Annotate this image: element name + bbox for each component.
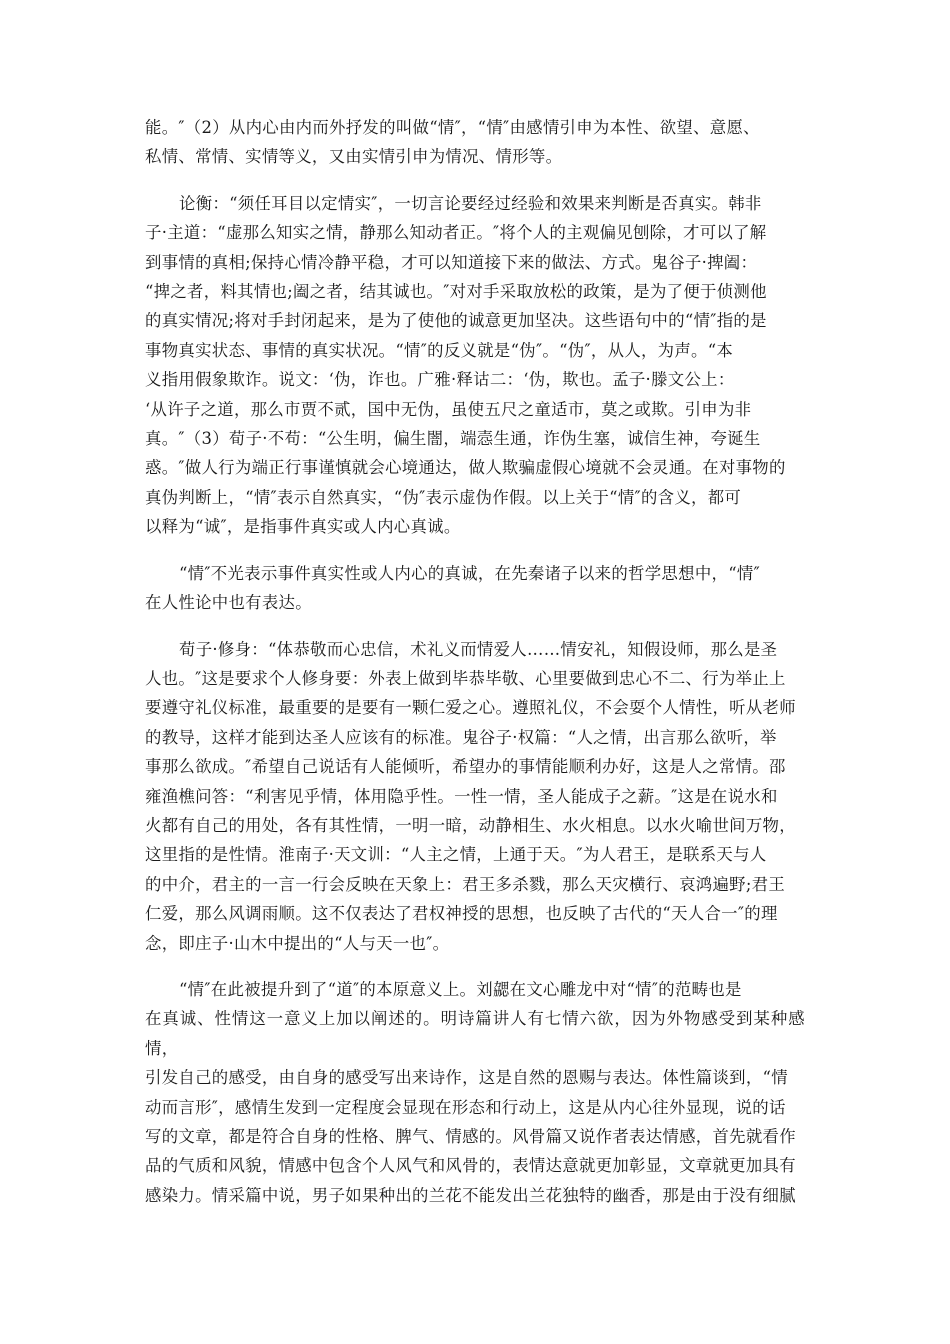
paragraph-gap [145,958,805,975]
text-line: 品的气质和风貌，情感中包含个人风气和风骨的，表情达意就更加彰显，文章就更加具有 [145,1156,796,1176]
text-line: 火都有自己的用处，各有其性情，一明一暗，动静相生、水火相息。以水火喻世间万物， [145,815,796,835]
text-line: 私情、常情、实情等义，又由实情引申为情况、情形等。 [145,147,563,167]
text-line: 到事情的真相;保持心情冷静平稳，才可以知道接下来的做法、方式。鬼谷子·捭阖： [145,252,758,272]
text-line: 仁爱，那么风调雨顺。这不仅表达了君权神授的思想，也反映了古代的“天人合一″的理 [145,904,778,924]
text-line: ‘从许子之道，那么市贾不贰，国中无伪，虽使五尺之童适市，莫之或欺。引申为非 [145,399,752,419]
text-line: 荀子·修身：“体恭敬而心忠信，术礼义而情爱人……情安礼，知假设师，那么是圣 [179,639,778,659]
text-line: 真伪判断上，“情″表示自然真实，“伪″表示虚伪作假。以上关于“情″的含义，都可 [145,487,742,507]
text-line: 引发自己的感受，由自身的感受写出来诗作，这是自然的恩赐与表达。体性篇谈到，“情 [145,1068,788,1088]
text-line: 事物真实状态、事情的真实状况。“情″的反义就是“伪″。“伪″，从人，为声。“本 [145,340,734,360]
text-line: 能。″（2）从内心由内而外抒发的叫做“情″，“情″由感情引申为本性、欲望、意愿、 [145,118,760,137]
text-line: “捭之者，料其情也;阖之者，结其诚也。″对对手采取放松的政策，是为了便于侦测他 [145,282,767,302]
text-line: 雍渔樵问答：“利害见乎情，体用隐乎性。一性一情，圣人能成子之薪。″这是在说水和 [145,786,778,806]
paragraph-5 [145,975,805,1210]
text-line: 以释为“诚″，是指事件真实或人内心真诚。 [145,517,461,537]
text-line: 写的文章，都是符合自身的性格、脾气、情感的。风骨篇又说作者表达情感，首先就看作 [145,1127,796,1146]
paragraph-3 [145,559,805,618]
text-line: 义指用假象欺诈。说文：‘伪，诈也。广雅·释诂二：‘伪，欺也。孟子·滕文公上： [145,370,735,390]
paragraph-gap [145,172,805,189]
text-line: 在人性论中也有表达。 [145,593,312,613]
text-line: 念，即庄子·山木中提出的“人与天一也″。 [145,933,450,953]
text-line: 事那么欲成。″希望自己说话有人能倾听，希望办的事情能顺利办好，这是人之常情。邵 [145,757,786,777]
text-line: 子·主道：“虚那么知实之情，静那么知动者正。″将个人的主观偏见刨除，才可以了解 [145,223,767,243]
text-line: 惑。″做人行为端正行事谨慎就会心境通达，做人欺骗虚假心境就不会灵通。在对事物的 [145,458,786,478]
text-line: 要遵守礼仪标准，最重要的是要有一颗仁爱之心。遵照礼仪，不会耍个人情性，听从老师 [145,698,796,718]
text-line: 在真诚、性情这一意义上加以阐述的。明诗篇讲人有七情六欲，因为外物感受到某种感情， [145,1009,805,1058]
text-line: 真。″（3）荀子·不苟：“公生明，偏生闇，端悫生通，诈伪生塞，诚信生神，夸诞生 [145,429,761,449]
text-line: 人也。″这是要求个人修身要：外表上做到毕恭毕敬、心里要做到忠心不二、行为举止上 [145,668,786,688]
text-line: 的中介，君主的一言一行会反映在天象上：君王多杀戮，那么天灾横行、哀鸿遍野;君王 [145,874,786,894]
document-page [145,113,805,1210]
text-line: 动而言形″，感情生发到一定程度会显现在形态和行动上，这是从内心往外显现，说的话 [145,1097,786,1117]
text-line: 感染力。情采篇中说，男子如果种出的兰花不能发出兰花独特的幽香，那是由于没有细腻 [145,1185,796,1205]
paragraph-gap [145,618,805,635]
text-line: “情″不光表示事件真实性或人内心的真诚，在先秦诸子以来的哲学思想中，“情″ [179,563,760,583]
text-line: 的真实情况;将对手封闭起来，是为了使他的诚意更加坚决。这些语句中的“情″指的是 [145,311,767,331]
text-line: 论衡：“须任耳目以定情实″，一切言论要经过经验和效果来判断是否真实。韩非 [179,193,762,213]
text-line: “情″在此被提升到了“道″的本原意义上。刘勰在文心雕龙中对“情″的范畴也是 [179,979,742,999]
text-line: 这里指的是性情。淮南子·天文训：“人主之情，上通于天。″为人君王，是联系天与人 [145,845,767,865]
text-line: 的教导，这样才能到达圣人应该有的标准。鬼谷子·权篇：“人之情，出言那么欲听，举 [145,727,777,747]
paragraph-2 [145,189,805,542]
paragraph-4 [145,635,805,958]
paragraph-1 [145,113,805,172]
paragraph-gap [145,542,805,559]
